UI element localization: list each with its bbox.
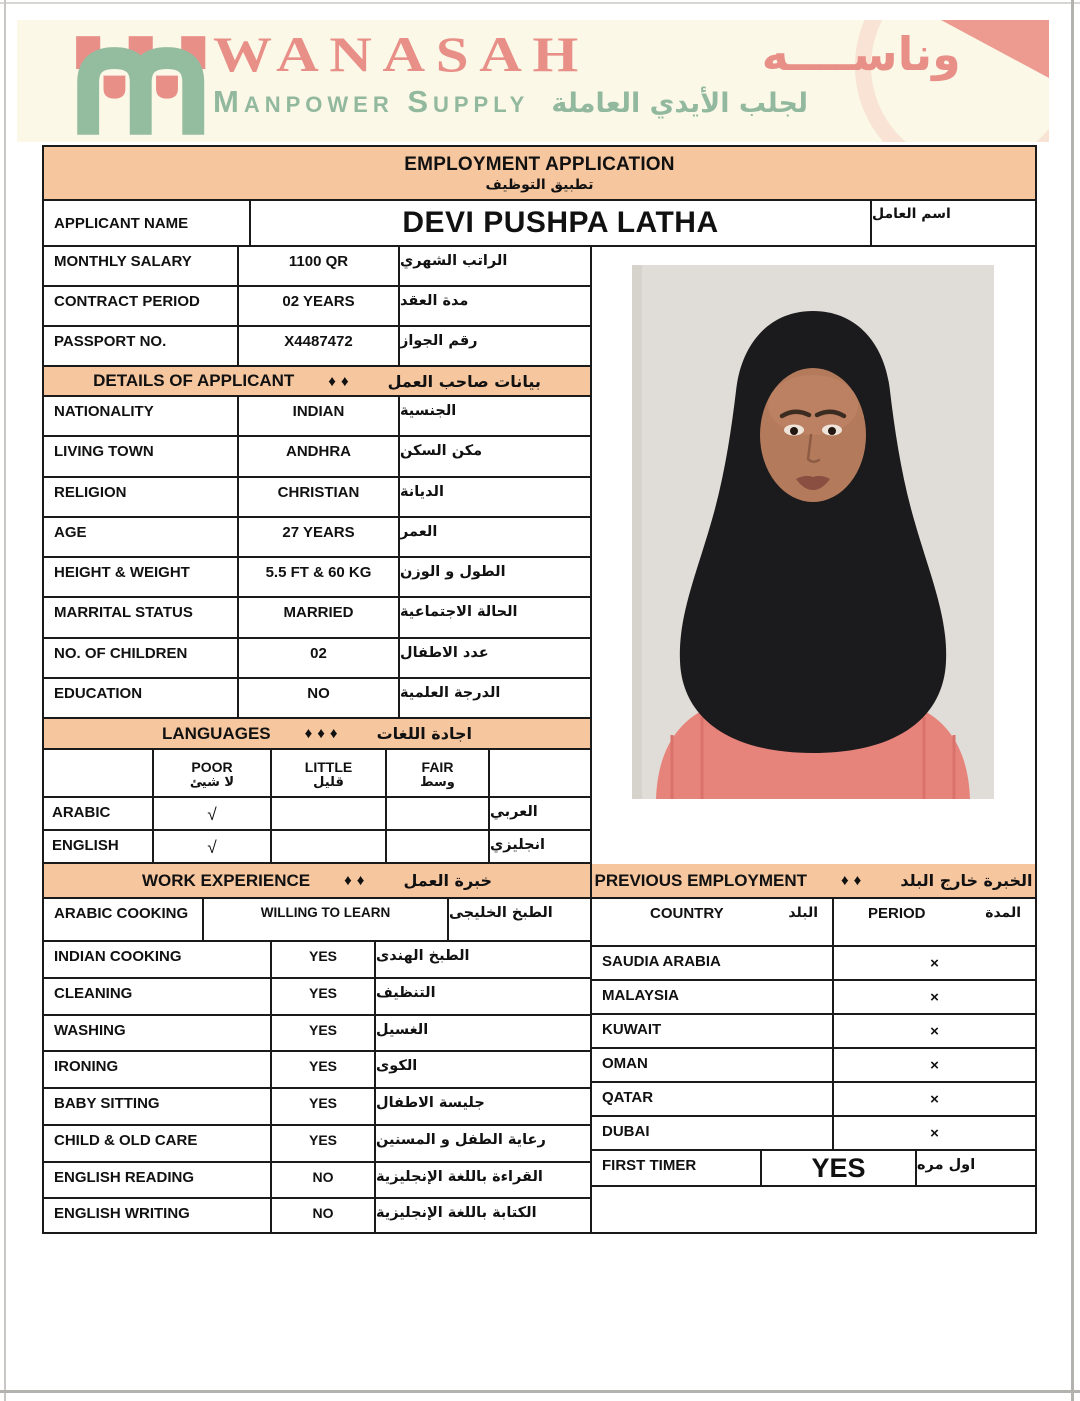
table-row [44, 1163, 590, 1200]
row-label-ar: التنظيف [376, 984, 436, 1001]
x-mark: × [930, 1125, 939, 1142]
row-label: HEIGHT & WEIGHT [44, 558, 239, 596]
row-label: ENGLISH [44, 831, 154, 862]
table-row [44, 979, 590, 1016]
section-title-en: LANGUAGES [162, 723, 271, 743]
table-row [44, 1199, 590, 1234]
row-label-ar: مكن السكن [400, 443, 483, 460]
table-row [592, 981, 1035, 1015]
row-label-ar: الطول و الوزن [400, 564, 506, 580]
row-value: NO [239, 679, 400, 717]
row-value: 02 [239, 639, 400, 677]
row-label: ARABIC COOKING [44, 899, 204, 940]
table-row [44, 327, 590, 367]
row-value: X4487472 [239, 327, 400, 365]
application-form [42, 145, 1037, 1234]
row-value: NO [272, 1163, 376, 1198]
table-row [44, 899, 590, 942]
empty-cell [387, 831, 490, 862]
table-row [592, 1083, 1035, 1117]
wanasah-logo-mark [69, 34, 219, 138]
brand-name: WANASAH [213, 26, 589, 82]
row-label: PASSPORT NO. [44, 327, 239, 365]
row-label-ar: رقم الجواز [400, 333, 478, 349]
row-label: ENGLISH READING [44, 1163, 272, 1198]
form-title-en: EMPLOYMENT APPLICATION [404, 153, 675, 175]
row-label: AGE [44, 518, 239, 556]
section-title-en: PREVIOUS EMPLOYMENT [594, 870, 808, 890]
country-name: KUWAIT [592, 1015, 834, 1047]
row-value: ANDHRA [239, 437, 400, 475]
table-row [44, 558, 590, 598]
empty-cell [272, 831, 387, 862]
table-row [44, 397, 590, 437]
row-value: INDIAN [239, 397, 400, 435]
row-label-ar: الغسيل [376, 1021, 429, 1038]
x-mark: × [930, 1091, 939, 1108]
row-value: YES [272, 979, 376, 1014]
row-label-ar: الكوى [376, 1058, 418, 1075]
previous-employment-section-header [592, 864, 1035, 899]
row-label-ar: الطبخ الهندى [376, 948, 470, 964]
empty-cell [272, 798, 387, 829]
table-row [44, 639, 590, 679]
row-label: INDIAN COOKING [44, 942, 272, 977]
row-value: WILLING TO LEARN [204, 899, 449, 940]
brand-tagline: Manpower Supply [213, 84, 530, 119]
row-value: YES [272, 1089, 376, 1124]
work-experience-table [44, 899, 592, 1234]
languages-table [44, 750, 592, 864]
row-label-ar: الجنسية [400, 403, 457, 419]
table-row [44, 679, 590, 719]
row-label: MARRITAL STATUS [44, 598, 239, 636]
row-label-ar: العمر [400, 523, 438, 540]
row-value: 5.5 FT & 60 KG [239, 558, 400, 596]
section-title-ar: اجادة اللغات [376, 724, 472, 743]
table-row [592, 1049, 1035, 1083]
row-label-ar: الحالة الاجتماعية [400, 604, 518, 621]
brand-tagline-arabic: لجلب الأيدي العاملة [551, 88, 809, 119]
country-name: SAUDIA ARABIA [592, 947, 834, 979]
row-label-ar: الطبخ الخليجى [449, 905, 553, 921]
summary-table [44, 247, 592, 367]
section-title-ar: بيانات صاحب العمل [387, 371, 541, 391]
diamond-icons: ♦♦ [841, 872, 867, 889]
row-label: IRONING [44, 1052, 272, 1087]
empty-cell [490, 750, 590, 796]
column-header: FAIR وسط [387, 750, 490, 796]
row-label-ar: الراتب الشهري [400, 253, 508, 269]
table-row [44, 478, 590, 518]
brand-name-arabic: وناســــه [761, 27, 961, 81]
table-row [592, 1015, 1035, 1049]
applicant-name-label-ar: اسم العامل [872, 206, 951, 222]
row-label: WASHING [44, 1016, 272, 1051]
table-row [592, 1117, 1035, 1151]
section-title-ar: خبرة العمل [403, 871, 492, 890]
row-label: CONTRACT PERIOD [44, 287, 239, 325]
languages-section-header [44, 719, 592, 750]
details-table [44, 397, 592, 719]
row-label-ar: الدرجة العلمية [400, 684, 501, 701]
applicant-name-row [44, 201, 1035, 247]
x-mark: × [930, 955, 939, 972]
column-header: LITTLE قليل [272, 750, 387, 796]
table-row [44, 798, 590, 831]
row-label-ar: العربي [490, 804, 538, 820]
table-row [44, 437, 590, 477]
form-title [44, 147, 1035, 201]
row-value: YES [272, 942, 376, 977]
work-experience-section-header [44, 864, 592, 899]
table-row [44, 1016, 590, 1053]
country-name: DUBAI [592, 1117, 834, 1149]
row-label: ENGLISH WRITING [44, 1199, 272, 1234]
languages-header-row [44, 750, 590, 798]
table-row [44, 518, 590, 558]
row-label: NO. OF CHILDREN [44, 639, 239, 677]
row-label-ar: جليسة الاطفال [376, 1095, 485, 1111]
row-value: 02 YEARS [239, 287, 400, 325]
brand-block [213, 26, 1023, 120]
row-label-ar: انجليزي [490, 837, 546, 853]
row-value: YES [272, 1052, 376, 1087]
diamond-icons: ♦♦♦ [304, 725, 343, 742]
row-label-ar: اول مره [917, 1157, 976, 1173]
table-row [44, 247, 590, 287]
row-label-ar: رعاية الطفل و المسنين [376, 1131, 546, 1148]
table-row [44, 1052, 590, 1089]
row-label-ar: الديانة [400, 483, 444, 500]
first-timer-row [592, 1151, 1035, 1187]
table-row [44, 598, 590, 638]
row-value: MARRIED [239, 598, 400, 636]
previous-employment-table [592, 899, 1035, 1234]
applicant-name-value: DEVI PUSHPA LATHA [251, 201, 872, 245]
row-value: 27 YEARS [239, 518, 400, 556]
x-mark: × [930, 1023, 939, 1040]
section-title-en: DETAILS OF APPLICANT [93, 371, 295, 390]
scan-edge-right [1071, 0, 1074, 1401]
form-title-ar: تطبيق التوظيف [485, 176, 594, 193]
column-header-period: PERIOD المدة [868, 905, 1021, 922]
previous-employment-header-row [592, 899, 1035, 947]
country-name: QATAR [592, 1083, 834, 1115]
row-value: NO [272, 1199, 376, 1234]
x-mark: × [930, 1057, 939, 1074]
row-label: NATIONALITY [44, 397, 239, 435]
row-value: YES [272, 1126, 376, 1161]
row-label-ar: القراءة باللغة الإنجليزية [376, 1168, 543, 1185]
row-value: YES [272, 1016, 376, 1051]
scan-edge-left [4, 0, 6, 1401]
row-label-ar: مدة العقد [400, 293, 469, 309]
agency-banner [17, 20, 1049, 142]
column-header-country: COUNTRY البلد [592, 899, 834, 945]
row-label: RELIGION [44, 478, 239, 516]
diamond-icons: ♦♦ [344, 872, 370, 889]
applicant-photo [632, 265, 994, 799]
row-label-ar: الكتابة باللغة الإنجليزية [376, 1205, 537, 1222]
row-value: 1100 QR [239, 247, 400, 285]
section-title-ar: الخبرة خارج البلد [900, 871, 1033, 890]
row-label: MONTHLY SALARY [44, 247, 239, 285]
row-label: BABY SITTING [44, 1089, 272, 1124]
table-row [44, 942, 590, 979]
check-mark: √ [154, 831, 272, 862]
row-label: EDUCATION [44, 679, 239, 717]
column-header: POOR لا شيئ [154, 750, 272, 796]
row-label-ar: عدد الاطفال [400, 644, 489, 661]
scan-edge-top [0, 2, 1080, 4]
section-title-en: WORK EXPERIENCE [141, 870, 311, 890]
diamond-icons: ♦♦ [328, 372, 354, 390]
table-row [44, 831, 590, 864]
row-value: CHRISTIAN [239, 478, 400, 516]
country-name: OMAN [592, 1049, 834, 1081]
row-label: CHILD & OLD CARE [44, 1126, 272, 1161]
row-label: ARABIC [44, 798, 154, 829]
table-row [44, 1089, 590, 1126]
country-name: MALAYSIA [592, 981, 834, 1013]
empty-row [592, 1187, 1035, 1234]
row-label: FIRST TIMER [592, 1151, 762, 1185]
applicant-name-label: APPLICANT NAME [44, 201, 251, 245]
row-label: CLEANING [44, 979, 272, 1014]
table-row [44, 1126, 590, 1163]
empty-cell [387, 798, 490, 829]
row-label: LIVING TOWN [44, 437, 239, 475]
table-row [592, 947, 1035, 981]
check-mark: √ [154, 798, 272, 829]
row-value: YES [762, 1151, 917, 1185]
table-row [44, 287, 590, 327]
x-mark: × [930, 989, 939, 1006]
empty-cell [44, 750, 154, 796]
details-section-header [44, 367, 592, 397]
scan-edge-bottom [0, 1390, 1080, 1393]
